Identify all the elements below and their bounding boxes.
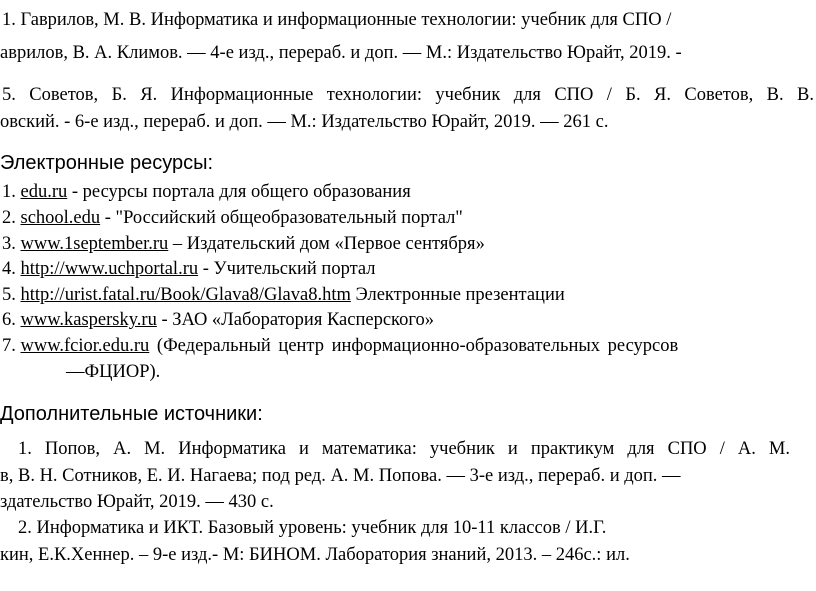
item-number: 6. bbox=[2, 310, 16, 330]
reference-5-line-1: 5. Советов, Б. Я. Информационные технологии: учебник для СПО / Б. Я. Советов, В. В. bbox=[2, 85, 814, 105]
item-description: - "Российский общеобразовательный портал" bbox=[100, 208, 463, 228]
link-1september[interactable]: www.1september.ru bbox=[20, 234, 169, 254]
link-urist-fatal[interactable]: http://urist.fatal.ru/Book/Glava8/Glava8.htm bbox=[20, 285, 351, 305]
list-item bbox=[2, 258, 376, 280]
link-fcior[interactable]: www.fcior.edu.ru bbox=[20, 336, 150, 356]
item-description: – Издательский дом «Первое сентября» bbox=[168, 234, 485, 254]
list-item bbox=[2, 181, 411, 203]
electronic-resources-heading: Электронные ресурсы: bbox=[0, 152, 214, 174]
item-number: 7. bbox=[2, 336, 16, 356]
additional-1-line-2: в, В. Н. Сотников, Е. И. Нагаева; под ред. А. М. Попова. — 3-е изд., перераб. и доп. — bbox=[0, 466, 681, 486]
item-description: - ЗАО «Лаборатория Касперского» bbox=[156, 310, 434, 330]
list-item bbox=[2, 233, 485, 255]
reference-1-line-2: аврилов, В. А. Климов. — 4-е изд., перераб. и доп. — М.: Издательство Юрайт, 2019. - bbox=[0, 43, 682, 63]
additional-1-line-1: 1. Попов, А. М. Информатика и математика: учебник и практикум для СПО / А. М. bbox=[18, 439, 790, 459]
item-description: - Учительский портал bbox=[198, 259, 376, 279]
item-number: 4. bbox=[2, 259, 16, 279]
item-description: (Федеральный центр информационно-образовательных ресурсов bbox=[149, 336, 679, 356]
list-item bbox=[2, 284, 565, 306]
item-number: 3. bbox=[2, 234, 16, 254]
link-school-edu[interactable]: school.edu bbox=[20, 208, 101, 228]
item-number: 1. bbox=[2, 182, 16, 202]
link-uchportal[interactable]: http://www.uchportal.ru bbox=[20, 259, 199, 279]
list-item-continuation: —ФЦИОР). bbox=[66, 362, 161, 382]
item-description: - ресурсы портала для общего образования bbox=[67, 182, 411, 202]
additional-2-line-2: кин, Е.К.Хеннер. – 9-е изд.- М: БИНОМ. Лаборатория знаний, 2013. – 246с.: ил. bbox=[0, 545, 630, 565]
additional-1-line-3: здательство Юрайт, 2019. — 430 с. bbox=[0, 492, 274, 512]
additional-sources-heading: Дополнительные источники: bbox=[0, 403, 263, 425]
additional-2-line-1: 2. Информатика и ИКТ. Базовый уровень: учебник для 10-11 классов / И.Г. bbox=[18, 518, 607, 538]
link-edu-ru[interactable]: edu.ru bbox=[20, 182, 68, 202]
item-number: 5. bbox=[2, 285, 16, 305]
list-item bbox=[2, 335, 678, 357]
list-item bbox=[2, 207, 463, 229]
item-number: 2. bbox=[2, 208, 16, 228]
item-description: Электронные презентации bbox=[350, 285, 565, 305]
reference-5-line-2: овский. - 6-е изд., перераб. и доп. — М.: Издательство Юрайт, 2019. — 261 с. bbox=[0, 112, 609, 132]
reference-1-line-1: 1. Гаврилов, М. В. Информатика и информационные технологии: учебник для СПО / bbox=[2, 10, 672, 30]
list-item bbox=[2, 309, 434, 331]
link-kaspersky[interactable]: www.kaspersky.ru bbox=[20, 310, 157, 330]
